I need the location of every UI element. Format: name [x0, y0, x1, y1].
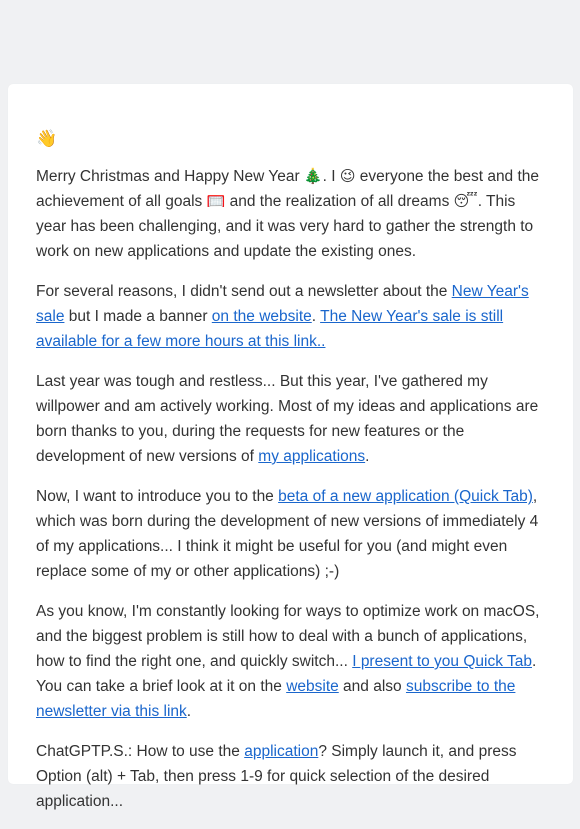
christmas-tree-icon: 🎄: [303, 167, 323, 185]
paragraph-introduce: Now, I want to introduce you to the beta of a new application (Quick Tab), which was born during the development of new versions of immediately 4 of my applications... I think it might be useful for you (and might even replace some of my or other applications) ;-): [36, 488, 539, 580]
my-applications-link[interactable]: my applications: [258, 448, 366, 465]
paragraph-ps: ChatGPTP.S.: How to use the application? Simply launch it, and press Option (alt) + Tab, then press 1-9 for quick selection of the desired application...: [36, 743, 517, 810]
sale-still-available-link[interactable]: The New Year's sale is still available for a few more hours at this link..: [36, 308, 504, 350]
paragraph-sale: For several reasons, I didn't send out a newsletter about the New Year's sale but I made a banner on the website. The New Year's sale is still available for a few more hours at this link..: [36, 283, 529, 350]
application-link[interactable]: application: [244, 743, 319, 760]
quick-tab-beta-link[interactable]: beta of a new application (Quick Tab): [278, 488, 533, 505]
paragraph-greeting: Merry Christmas and Happy New Year 🎄. I 😉 everyone the best and the achievement of all goals 🥅 and the realization of all dreams 😴. This year has been challenging, and it was very hard to gather the strength to work on new applications and update the existing ones.: [36, 167, 540, 260]
paragraph-last-year: Last year was tough and restless... But this year, I've gathered my willpower and am actively working. Most of my ideas and applications are born thanks to you, during the requests for new features or the development of new versions of my applications.: [36, 373, 539, 465]
new-years-sale-link[interactable]: New Year's sale: [36, 283, 529, 325]
sleeping-face-icon: 😴: [453, 192, 478, 210]
website-banner-link[interactable]: on the website: [211, 308, 312, 325]
goal-net-icon: 🥅: [206, 192, 226, 210]
winking-face-icon: 😉: [339, 167, 356, 185]
email-body: [36, 124, 546, 829]
email-card: [8, 84, 573, 810]
waving-hand-icon: 👋: [36, 129, 58, 148]
subscribe-newsletter-link[interactable]: subscribe to the newsletter via this link: [36, 678, 516, 720]
present-quick-tab-link[interactable]: I present to you Quick Tab: [352, 653, 532, 670]
website-link[interactable]: website: [286, 678, 339, 695]
paragraph-macos: As you know, I'm constantly looking for ways to optimize work on macOS, and the biggest problem is still how to deal with a bunch of applications, how to find the right one, and quickly switch... I present to you Quick Tab. You can take a brief look at it on the website and also subscribe to the newsletter via this link.: [36, 603, 540, 720]
